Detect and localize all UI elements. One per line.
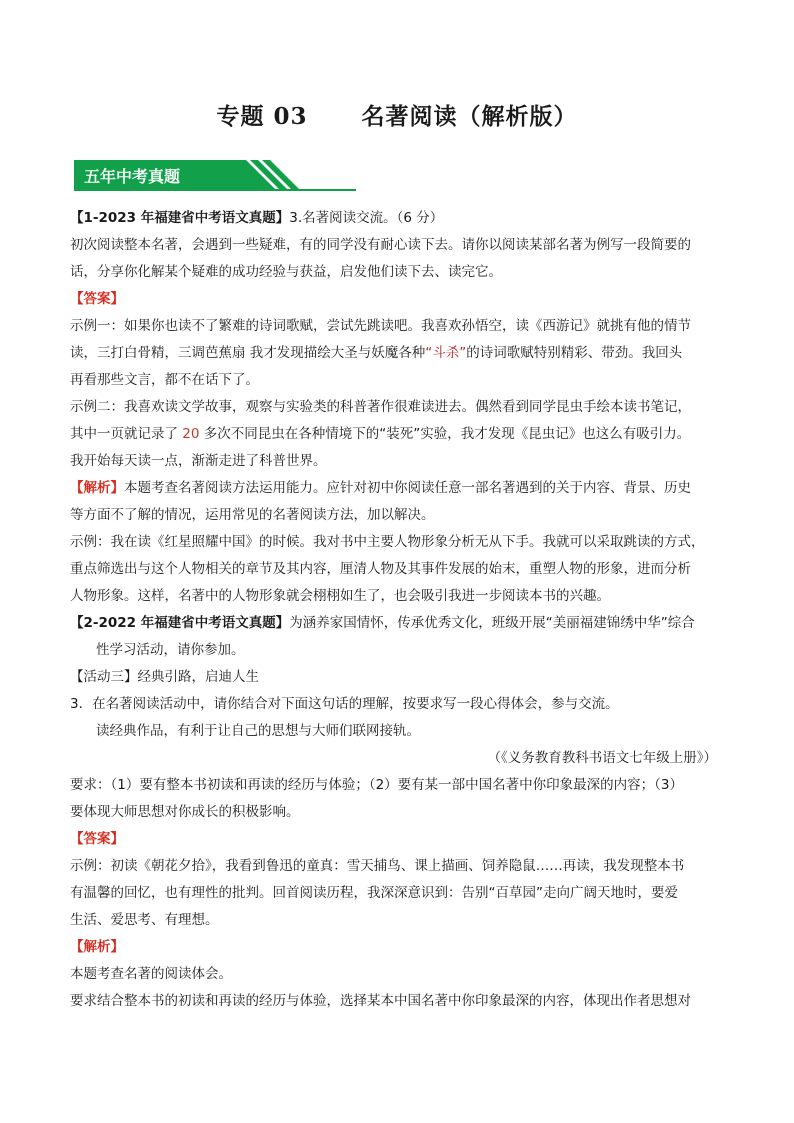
activity-title: 【活动三】经典引路，启迪人生	[70, 669, 259, 685]
answer-text-part: 多次不同昆虫在各种情境下的“装死”实验，我才发现《昆虫记》也这么有吸引力。	[199, 426, 691, 442]
answer-text: 示例：初读《朝花夕拾》，我看到鲁迅的童真：雪天捕鸟、课上描画、饲养隐鼠……再读，我发现整本书	[70, 858, 685, 874]
page-title: 专题 03 名著阅读（解析版）	[216, 103, 578, 130]
question-text: 话，分享你化解某个疑难的成功经验与获益，启发他们读下去、读完它。	[70, 264, 502, 280]
question-text: 性学习活动，请你参加。	[96, 642, 245, 658]
question-stem: 为涵养家国情怀，传承优秀文化，班级开展“美丽福建锦绣中华”综合	[289, 615, 695, 631]
question-source: 【1-2023 年福建省中考语文真题】	[70, 210, 290, 226]
answer-quote: “斗杀”	[425, 345, 467, 361]
answer-number: 20	[182, 426, 200, 442]
answer-text	[70, 421, 735, 448]
answer-text: 生活、爱思考、有理想。	[70, 912, 219, 928]
question-stem: 3.名著阅读交流。（6 分）	[289, 210, 444, 226]
analysis-text: 重点筛选出与这个人物相关的章节及其内容，厘清人物及其事件发展的始末，重塑人物的形象，进而分析	[70, 561, 691, 577]
analysis-line	[70, 475, 735, 502]
document-body	[70, 205, 735, 1015]
analysis-text: 要求结合整本书的初读和再读的经历与体验，选择某本中国名著中你印象最深的内容，体现出作者思想对	[70, 993, 691, 1009]
answer-label: 【答案】	[70, 291, 124, 307]
answer-text-part: 其中一页就记录了	[70, 426, 183, 442]
quote-text: 读经典作品，有利于让自己的思想与大师们联网接轨。	[96, 723, 420, 739]
analysis-text: 等方面不了解的情况，运用常见的名著阅读方法，加以解决。	[70, 507, 435, 523]
analysis-label: 【解析】	[70, 480, 124, 496]
analysis-text: 人物形象。这样，名著中的人物形象就会栩栩如生了，也会吸引我进一步阅读本书的兴趣。	[70, 588, 610, 604]
analysis-label: 【解析】	[70, 939, 124, 955]
answer-text: 示例二：我喜欢读文学故事，观察与实验类的科普著作很难读进去。偶然看到同学昆虫手绘本读书笔记，	[70, 399, 691, 415]
answer-text: 有温馨的回忆，也有理性的批判。回首阅读历程，我深深意识到：告别“百草园”走向广阔天地时，要爱	[70, 885, 678, 901]
analysis-text: 本题考查名著阅读方法运用能力。应针对初中你阅读任意一部名著遇到的关于内容、背景、历史	[124, 480, 691, 496]
quote-source: （《义务教育教科书语文七年级上册》）	[487, 750, 717, 766]
section-banner	[74, 160, 356, 192]
analysis-text: 本题考查名著的阅读体会。	[70, 966, 232, 982]
answer-text-part: 读，三打白骨精，三调芭蕉扇 我才发现描绘大圣与妖魔各种	[70, 345, 426, 361]
answer-text: 我开始每天读一点，渐渐走进了科普世界。	[70, 453, 327, 469]
answer-label: 【答案】	[70, 831, 124, 847]
requirement-text: 要求：（1）要有整本书初读和再读的经历与体验；（2）要有某一部中国名著中你印象最深的内容；（3）	[70, 777, 684, 793]
answer-text: 示例一：如果你也读不了繁难的诗词歌赋，尝试先跳读吧。我喜欢孙悟空，读《西游记》就挑有他的情节	[70, 318, 691, 334]
question-text: 初次阅读整本名著，会遇到一些疑难，有的同学没有耐心读下去。请你以阅读某部名著为例写一段简要的	[70, 237, 691, 253]
analysis-text: 示例：我在读《红星照耀中国》的时候。我对书中主要人物形象分析无从下手。我就可以采取跳读的方式，	[70, 534, 705, 550]
question-source: 【2-2022 年福建省中考语文真题】	[70, 615, 290, 631]
banner-stripes-icon	[234, 160, 334, 190]
question-2-header	[70, 610, 735, 637]
banner-label: 五年中考真题	[84, 167, 181, 186]
answer-text	[70, 340, 735, 367]
question-1-header	[70, 205, 735, 232]
question-item: 3．在名著阅读活动中，请你结合对下面这句话的理解，按要求写一段心得体会，参与交流。	[70, 696, 619, 712]
requirement-text: 要体现大师思想对你成长的积极影响。	[70, 804, 300, 820]
answer-text-part: 的诗词歌赋特别精彩、带劲。我回头	[466, 345, 683, 361]
answer-text: 再看那些文言，都不在话下了。	[70, 372, 259, 388]
